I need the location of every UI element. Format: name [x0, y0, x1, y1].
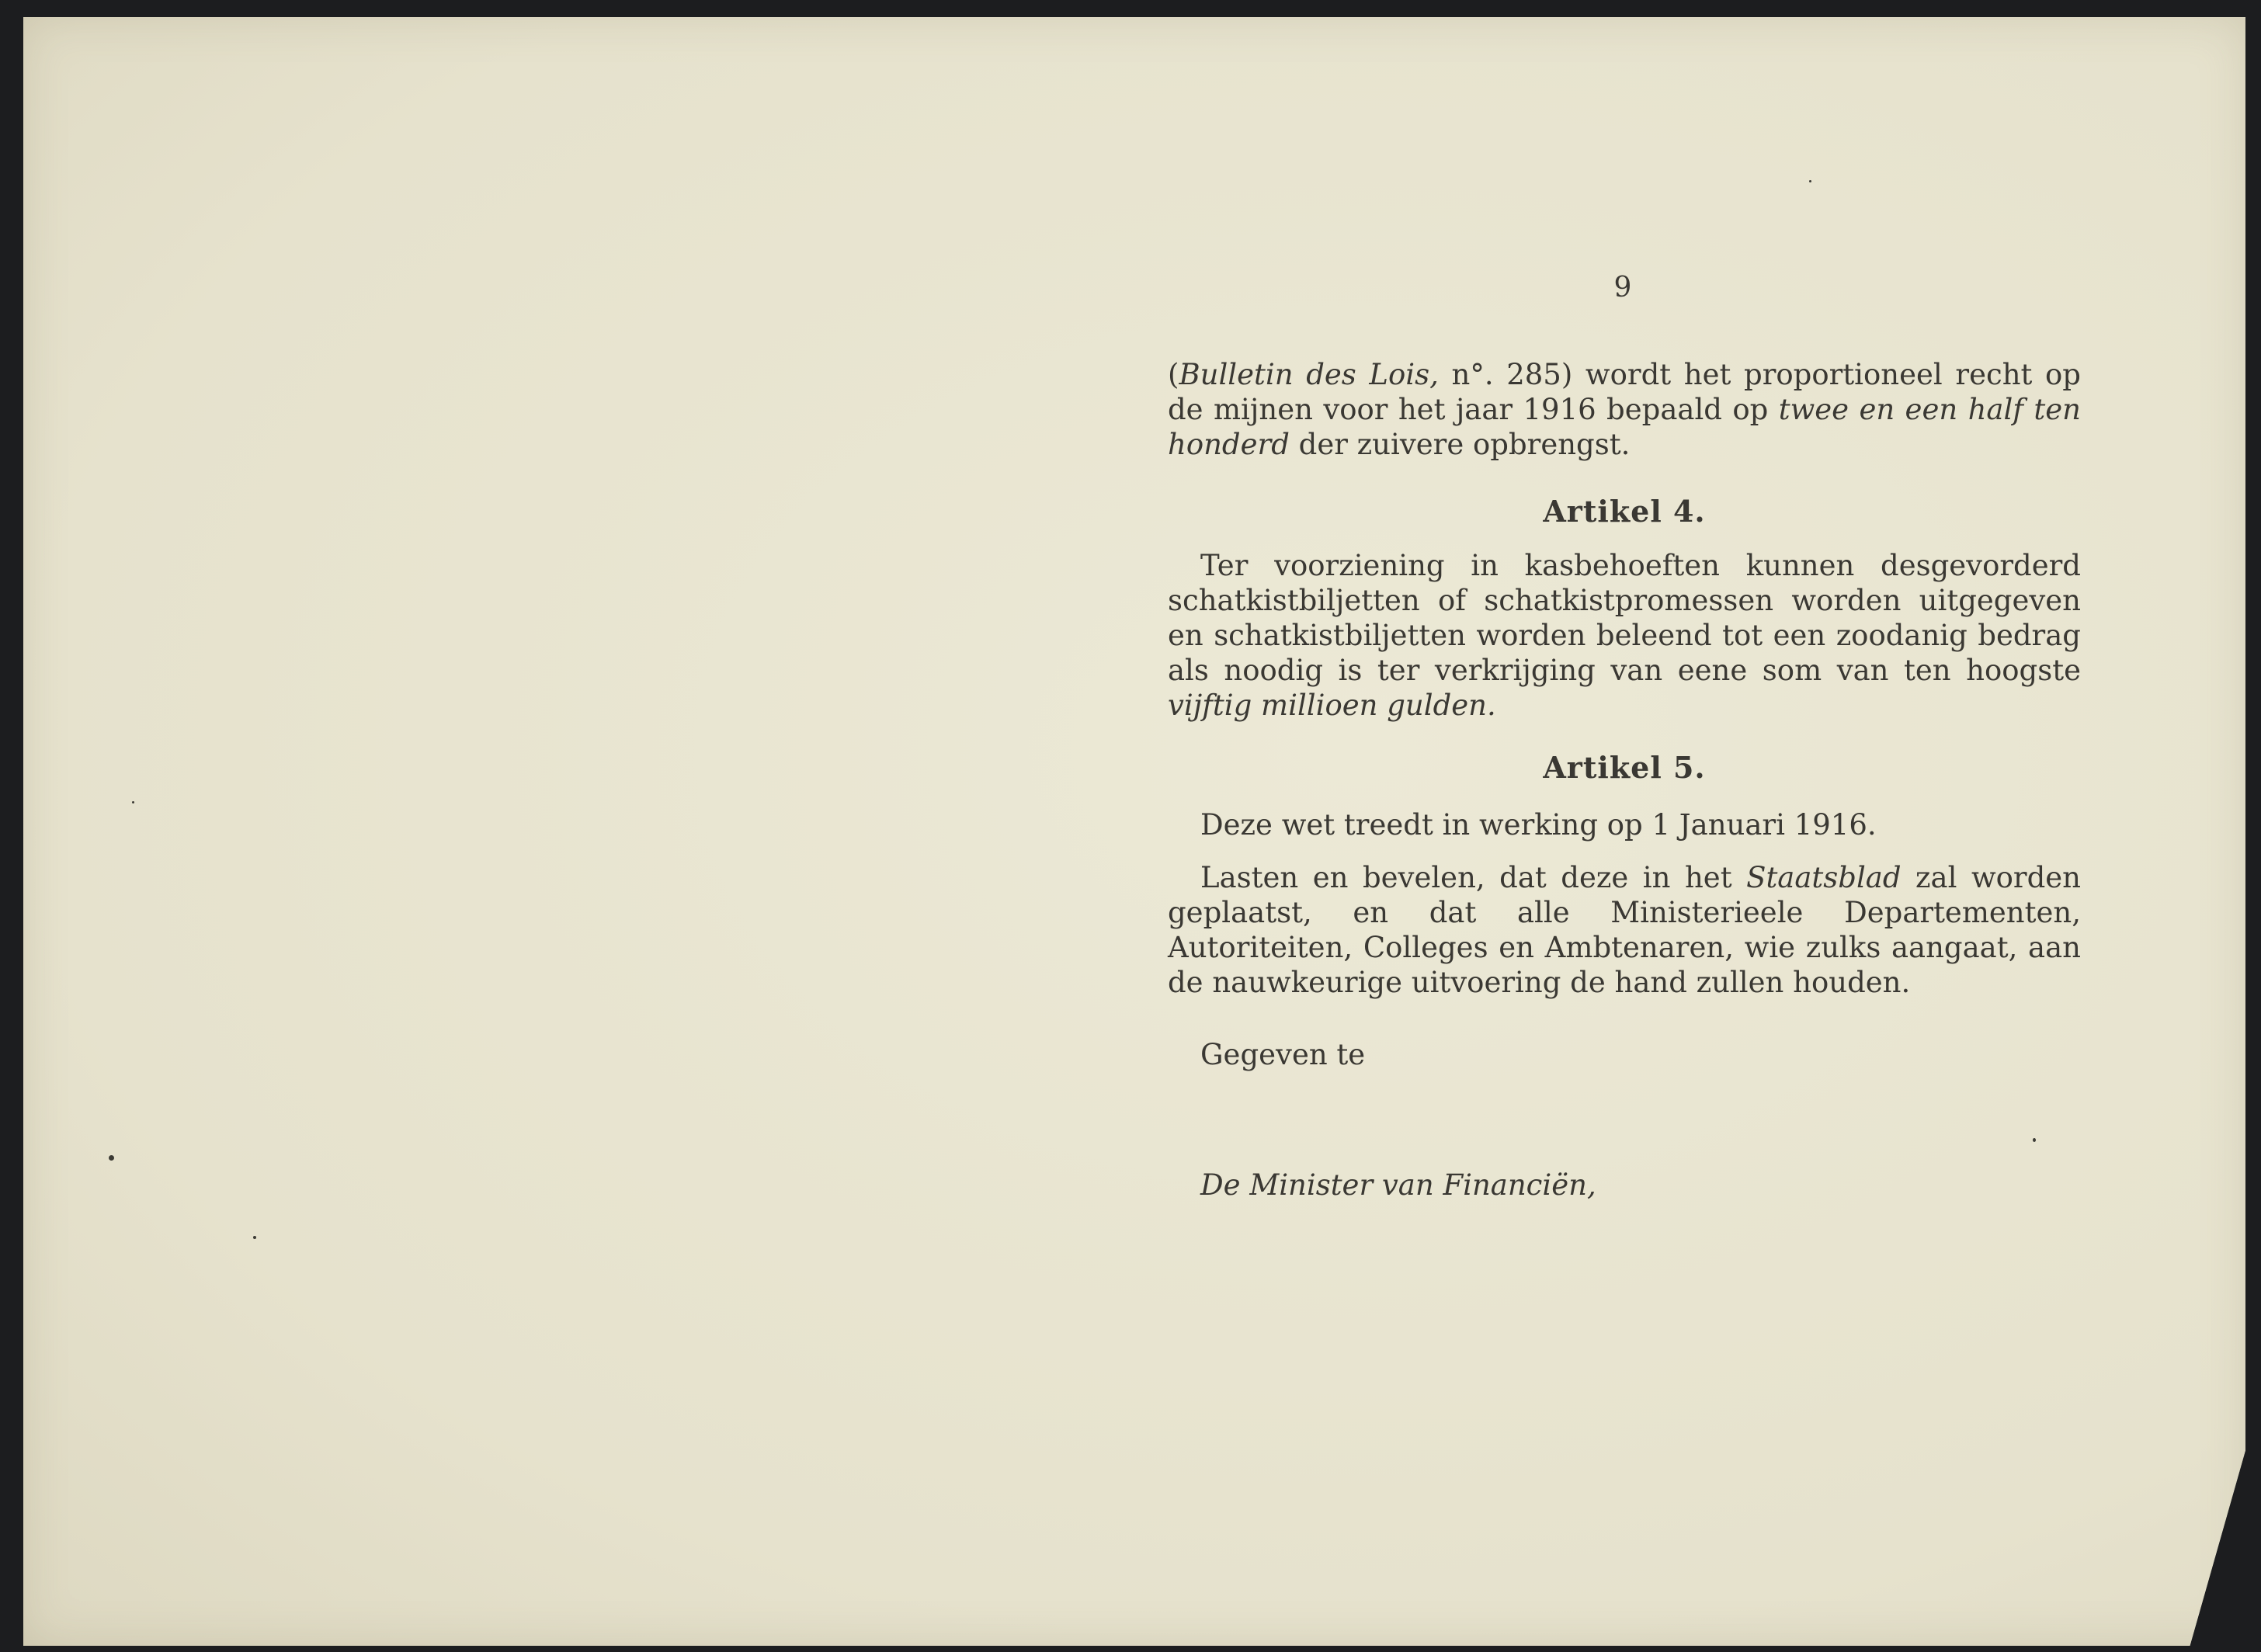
ink-speck	[132, 801, 134, 803]
page-number: 9	[1613, 272, 1632, 304]
ink-speck	[1809, 180, 1811, 182]
article-4-paragraph: Ter voorziening in kasbehoeften kunnen desgevorderd schatkistbiljetten of schatkistpromessen worden uitgegeven en schatkistbiljetten worden beleend tot een zoodanig bedrag als noodig is ter verkrijging van eene som van ten hoogste vijftig millioen gulden.	[1168, 549, 2081, 722]
intro-paragraph: (Bulletin des Lois, n°. 285) wordt het proportioneel recht op de mijnen voor het jaar 1916 bepaald op twee en een half ten honderd der zuivere opbrengst.	[1168, 358, 2081, 461]
article-5-paragraph: Deze wet treedt in werking op 1 Januari 1916.	[1200, 808, 1877, 842]
bulletin-title: Bulletin des Lois,	[1179, 358, 1439, 391]
ink-speck	[109, 1155, 114, 1161]
article-4-heading: Artikel 4.	[1543, 494, 1706, 529]
article-5-heading: Artikel 5.	[1543, 750, 1706, 785]
given-line: Gegeven te	[1200, 1038, 1366, 1071]
ink-speck	[253, 1236, 256, 1239]
amount-text: vijftig millioen gulden.	[1168, 689, 1496, 722]
rate-text: twee en een half ten honderd	[1168, 393, 2081, 461]
minister-signature-line: De Minister van Financiën,	[1200, 1168, 1596, 1202]
ink-speck	[2033, 1138, 2036, 1142]
staatsblad-text: Staatsblad	[1746, 861, 1902, 894]
closing-paragraph: Lasten en bevelen, dat deze in het Staatsblad zal worden geplaatst, en dat alle Ministerieele Departementen, Autoriteiten, Colleges en Ambtenaren, wie zulks aangaat, aan de nauwkeurige uitvoering de hand zullen houden.	[1168, 861, 2082, 999]
